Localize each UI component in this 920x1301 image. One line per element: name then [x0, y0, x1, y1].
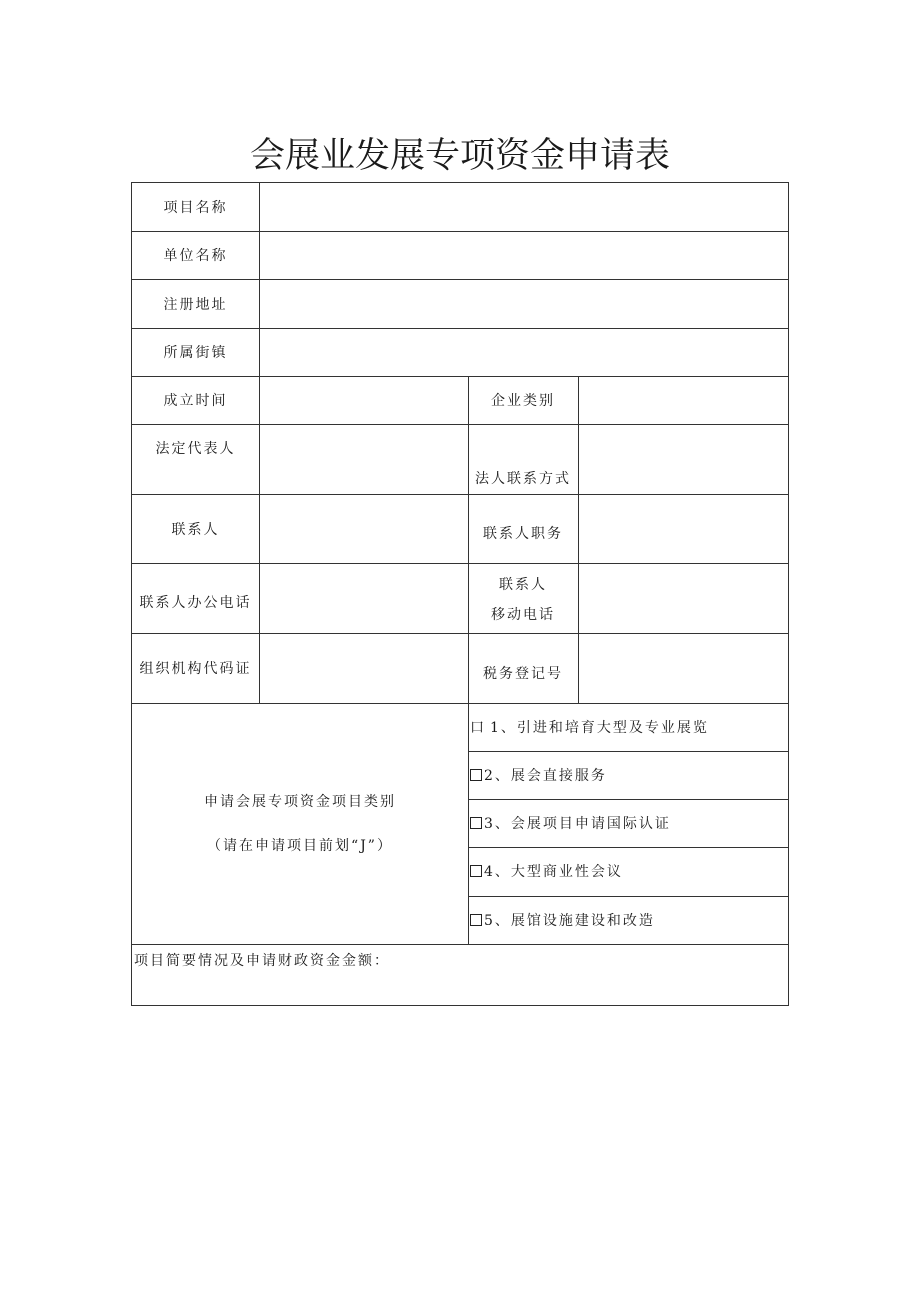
- application-form-table: [131, 182, 789, 1006]
- legal-representative-field[interactable]: [260, 425, 467, 493]
- label-registered-address: 注册地址: [163, 296, 228, 313]
- label-office-phone: 联系人办公电话: [139, 595, 252, 611]
- category-option-4[interactable]: [470, 859, 623, 883]
- option-checkbox-prefix: 口: [470, 720, 486, 736]
- option-label: 3、会展项目申请国际认证: [484, 816, 671, 832]
- checkbox[interactable]: [470, 914, 482, 926]
- category-hint: （请在申请项目前划“J”）: [207, 838, 393, 854]
- tax-registration-field[interactable]: [579, 634, 787, 702]
- category-option-5[interactable]: [470, 908, 655, 932]
- label-legal-representative: 法定代表人: [155, 441, 236, 457]
- label-mobile-line2: 移动电话: [491, 607, 555, 623]
- label-legal-contact: 法人联系方式: [475, 471, 571, 487]
- checkbox[interactable]: [470, 817, 482, 829]
- mobile-phone-field[interactable]: [579, 564, 787, 632]
- registered-address-field[interactable]: [260, 280, 787, 327]
- office-phone-field[interactable]: [260, 564, 467, 632]
- label-street-town: 所属街镇: [163, 345, 228, 361]
- summary-label: 项目简要情况及申请财政资金金额：: [134, 953, 390, 969]
- label-mobile-line1: 联系人: [499, 577, 547, 593]
- row-divider: [468, 847, 788, 848]
- row-divider: [468, 799, 788, 800]
- unit-name-field[interactable]: [260, 232, 787, 278]
- contact-title-field[interactable]: [579, 495, 787, 562]
- legal-contact-field[interactable]: [579, 425, 787, 493]
- label-tax-registration: 税务登记号: [483, 666, 563, 682]
- company-type-field[interactable]: [579, 377, 787, 423]
- established-date-field[interactable]: [260, 377, 467, 423]
- checkbox[interactable]: [470, 769, 482, 781]
- category-option-1[interactable]: [470, 715, 709, 739]
- label-project-name: 项目名称: [163, 200, 228, 216]
- project-name-field[interactable]: [260, 184, 787, 230]
- category-option-3[interactable]: [470, 811, 671, 835]
- option-label: 4、大型商业性会议: [484, 864, 623, 880]
- option-label: 1、引进和培育大型及专业展览: [490, 720, 709, 736]
- category-option-2[interactable]: [470, 763, 607, 787]
- option-label: 5、展馆设施建设和改造: [484, 913, 655, 929]
- column-divider: [468, 703, 469, 944]
- contact-person-field[interactable]: [260, 495, 467, 562]
- label-unit-name: 单位名称: [163, 248, 228, 264]
- category-label: 申请会展专项资金项目类别: [204, 794, 396, 810]
- label-contact-title: 联系人职务: [483, 526, 563, 542]
- street-town-field[interactable]: [260, 329, 787, 375]
- row-divider: [132, 703, 788, 704]
- label-contact-person: 联系人: [171, 521, 220, 538]
- page-title: 会展业发展专项资金申请表: [249, 136, 670, 176]
- checkbox[interactable]: [470, 865, 482, 877]
- label-company-type: 企业类别: [491, 393, 555, 409]
- label-established-date: 成立时间: [163, 393, 228, 409]
- row-divider: [468, 751, 788, 752]
- row-divider: [468, 896, 788, 897]
- label-org-code: 组织机构代码证: [139, 661, 252, 677]
- option-label: 2、展会直接服务: [484, 768, 607, 784]
- org-code-field[interactable]: [260, 634, 467, 702]
- summary-field[interactable]: [133, 975, 787, 1004]
